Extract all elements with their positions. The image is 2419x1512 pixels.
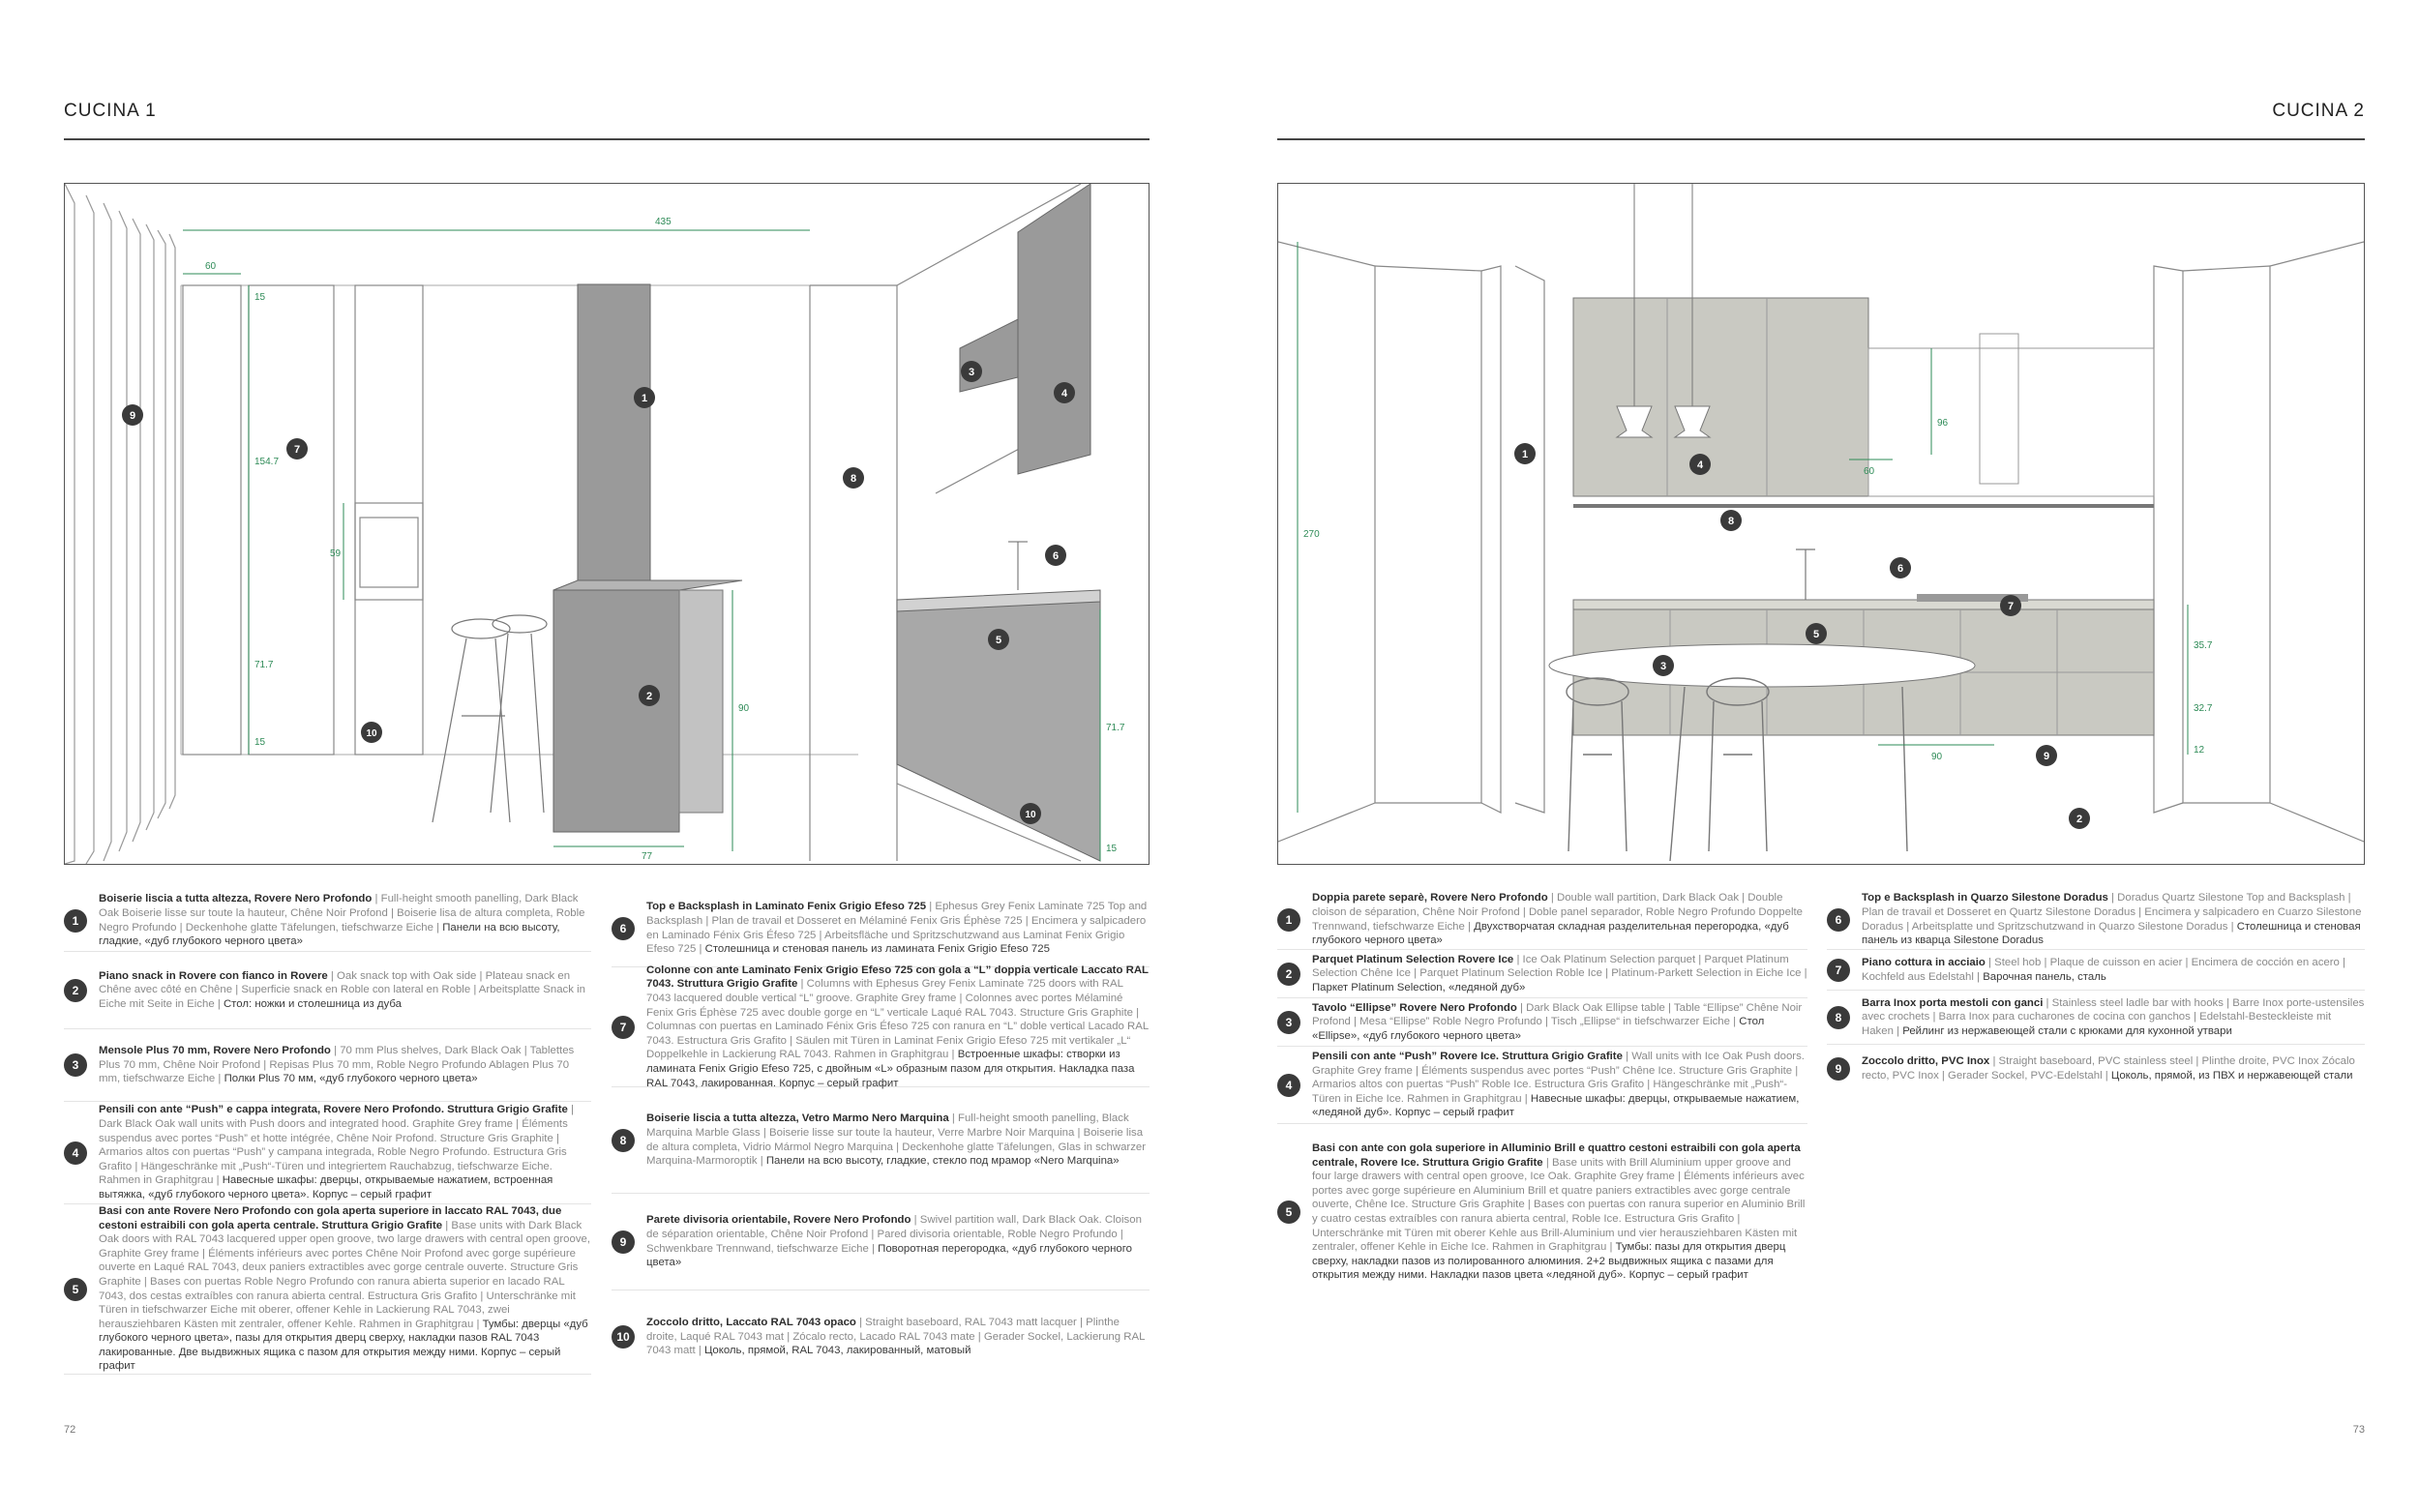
legend-desc: Full-height smooth panelling, Dark Black Oak Boiserie lisse sur toute la hauteur, Chêne Noir Profond | Boiserie lisa de altura completa, Roble Negro Profundo | Deckenhohe glatte Täfelungen, tiefschwarze Eiche | bbox=[99, 893, 585, 934]
page-number-left: 72 bbox=[64, 1424, 76, 1436]
svg-text:4: 4 bbox=[1696, 460, 1704, 471]
legend-left-col-a bbox=[64, 890, 591, 1375]
hood-column bbox=[1980, 334, 2018, 484]
legend-title: Doppia parete separè, Rovere Nero Profondo bbox=[1312, 892, 1548, 904]
legend-ru: Цоколь, прямой, RAL 7043, лакированный, матовый bbox=[703, 1345, 971, 1357]
svg-text:2: 2 bbox=[2076, 814, 2083, 825]
legend-desc: | Double wall partition, Dark Black Oak | Double cloison de séparation, Chêne Noir Profond | Doble panel separador, Roble Negro Profundo Doppelte Trennwand, tiefschwarze Eiche | bbox=[1312, 892, 1803, 933]
svg-text:6: 6 bbox=[1896, 563, 1904, 575]
island-top bbox=[553, 580, 742, 590]
legend-desc: | Base units with Brill Aluminium upper groove and four large drawers with central open groove, Ice Oak. Graphite Grey frame | Éléments inférieurs avec portes avec gorge supérieure en Aluminium Brill et quatre paniers extractibles avec gorge centrale ouverte, Chêne Ice. Structure Gris Graphite | Bases con puertas con ranura superior en Aluminio Brill y cuatro cestas extraíbles con ranura abierta central, Roble Ice. Estructura Gris Grafito | Unterschränke mit Türen mit oberer Kehle aus Brill-Aluminium und vier herausziehbaren Kästen mit zentraler, offener Kehle in Eiche Ice. Rahmen in Graphitgrau | bbox=[1312, 1156, 1806, 1254]
kitchen-1-elevation bbox=[65, 184, 1149, 864]
legend-badge: 4 bbox=[64, 1141, 87, 1165]
legend-ru: Столешница и стеновая панель из ламината Fenix Grigio Efeso 725 bbox=[704, 943, 1050, 956]
callout-6 bbox=[1045, 545, 1066, 566]
page-title-right: CUCINA 2 bbox=[2272, 101, 2365, 121]
legend-desc: | Wall units with Ice Oak Push doors. Graphite Grey frame | Éléments suspendus avec portes “Push” Chêne Ice. Structure Gris Graphite | Armarios altos con puertas “Push” Roble Ice. Estructura Gris Grafito | Hängeschränke mit „Push“-Türen in Eiche Ice. Rahmen in Graphitgrau | bbox=[1312, 1051, 1805, 1105]
legend-desc: | Steel hob | Plaque de cuisson en acier | Encimera de cocción en acero | Kochfeld aus Edelstahl | bbox=[1862, 956, 2346, 983]
legend-right-col-b bbox=[1827, 890, 2365, 1093]
legend-item-r5 bbox=[1277, 1124, 1807, 1300]
legend-title: Parquet Platinum Selection Rovere Ice bbox=[1312, 953, 1514, 965]
callout-3 bbox=[961, 361, 982, 382]
legend-title: Barra Inox porta mestoli con ganci bbox=[1862, 996, 2044, 1009]
legend-ru: Стол: ножки и столешница из дуба bbox=[223, 997, 402, 1010]
callout-r9 bbox=[2036, 745, 2057, 766]
dim-71-7: 71.7 bbox=[254, 660, 274, 670]
legend-badge: 5 bbox=[1277, 1201, 1300, 1224]
legend-desc: | Ice Oak Platinum Selection parquet | Parquet Platinum Selection Chêne Ice | Parquet Platinum Selection Roble Ice | Platinum-Parkett Selection in Eiche Ice | bbox=[1312, 953, 1807, 980]
legend-item-r8 bbox=[1827, 991, 2365, 1045]
legend-ru: Встроенные шкафы: створки из ламината Fenix Grigio Efeso 725, с двойным «L» образным пазом для открытия. Накладка паза RAL 7043, лакированная. Корпус – серый графит bbox=[646, 1049, 1135, 1089]
legend-item-l8 bbox=[612, 1087, 1150, 1194]
legend-badge: 8 bbox=[612, 1129, 635, 1152]
svg-text:10: 10 bbox=[1025, 810, 1036, 820]
legend-title: Boiserie liscia a tutta altezza, Rovere Nero Profondo bbox=[99, 893, 373, 905]
legend-item-r9 bbox=[1827, 1045, 2365, 1093]
legend-item-r7 bbox=[1827, 950, 2365, 991]
legend-badge: 10 bbox=[612, 1325, 635, 1349]
legend-item-l1: 1 Boiserie liscia a tutta altezza, Rovere Nero Profondo | Full-height smooth panelling, Dark Black Oak Boiserie lisse sur toute la hauteur, Chêne Noir Profond | Boiserie lisa de altura completa, Roble Negro Profundo | Deckenhohe glatte Täfelungen, tiefschwarze Eiche | Панели на всю высоту, гладкие, «дуб глубокого черного цвета» bbox=[64, 890, 591, 952]
legend-badge: 9 bbox=[1827, 1057, 1850, 1081]
callout-2 bbox=[639, 685, 660, 706]
callout-r7 bbox=[2000, 595, 2021, 616]
legend-badge: 7 bbox=[1827, 959, 1850, 982]
svg-text:9: 9 bbox=[2043, 751, 2050, 762]
legend-desc: | Straight baseboard, RAL 7043 matt lacquer | Plinthe droite, Laqué RAL 7043 mat | Zócalo recto, Lacado RAL 7043 mate | Gerader Sockel, Lackierung RAL 7043 matt | bbox=[646, 1317, 1145, 1357]
dim-270: 270 bbox=[1303, 529, 1320, 540]
legend-item-r3 bbox=[1277, 998, 1807, 1047]
legend-ru: Рейлинг из нержавеющей стали с крюками для кухонной утвари bbox=[1902, 1024, 2232, 1037]
legend-badge: 6 bbox=[612, 917, 635, 940]
back-wall bbox=[181, 285, 858, 755]
callout-r8 bbox=[1720, 510, 1742, 531]
legend-ru: Тумбы: пазы для открытия дверц сверху, накладки пазов из полированного алюминия. 2+2 выдвижных ящика с пазами для открытия между ними. Накладки пазов цвета «ледяной дуб». Корпус – серый графит bbox=[1312, 1241, 1786, 1282]
legend-ru: Стол «Ellipse», «дуб глубокого черного цвета» bbox=[1312, 1016, 1765, 1042]
legend-title: Parete divisoria orientabile, Rovere Nero Profondo bbox=[646, 1214, 911, 1227]
legend-title: Pensili con ante “Push” Rovere Ice. Struttura Grigio Grafite bbox=[1312, 1051, 1623, 1063]
svg-text:4: 4 bbox=[1060, 388, 1068, 400]
legend-title: Mensole Plus 70 mm, Rovere Nero Profondo bbox=[99, 1045, 331, 1057]
dim-435: 435 bbox=[655, 217, 672, 227]
legend-ru: Навесные шкафы: дверцы, открываемые нажатием, встроенная вытяжка, «дуб глубокого черного цвета». Корпус – серый графит bbox=[99, 1174, 553, 1201]
legend-item-l5 bbox=[64, 1204, 591, 1375]
svg-text:1: 1 bbox=[1521, 449, 1529, 460]
slat-wall bbox=[65, 184, 175, 864]
legend-ru: Цоколь, прямой, из ПВХ и нержавеющей стали bbox=[2110, 1070, 2353, 1082]
legend-desc: 70 mm Plus shelves, Dark Black Oak | Tablettes Plus 70 mm, Chêne Noir Profond | Repisas Plus 70 mm, Roble Negro Profundo Ablagen Plus 70 mm, tiefschwarze Eiche | bbox=[99, 1045, 575, 1085]
legend-left-col-b bbox=[612, 890, 1150, 1383]
svg-text:3: 3 bbox=[968, 367, 975, 378]
dim-35-7: 35.7 bbox=[2194, 640, 2213, 651]
legend-desc: Oak snack top with Oak side | Plateau snack en Chêne avec côté en Chêne | Superficie snack en Roble con lateral en Roble | Arbeitsplatte Snack in Eiche mit Seite in Eiche | bbox=[99, 969, 585, 1010]
legend-item-l2: 2 Piano snack in Rovere con fianco in Rovere | Oak snack top with Oak side | Plateau snack en Chêne avec côté en Chêne | Superficie snack en Roble con lateral en Roble | Arbeitsplatte Snack in Eiche mit Seite in Eiche | Стол: ножки и столешница из дуба bbox=[64, 952, 591, 1029]
callout-10 bbox=[361, 722, 382, 743]
legend-item-l7 bbox=[612, 964, 1150, 1089]
wall-cabinets bbox=[1018, 184, 1090, 474]
callout-r6 bbox=[1890, 557, 1911, 578]
wall-units bbox=[1573, 298, 1868, 496]
svg-text:7: 7 bbox=[2007, 601, 2015, 612]
title-rule-left bbox=[64, 138, 1150, 140]
legend-item-l3: 3 Mensole Plus 70 mm, Rovere Nero Profondo | 70 mm Plus shelves, Dark Black Oak | Tablettes Plus 70 mm, Chêne Noir Profond | Repisas Plus 70 mm, Roble Negro Profundo Ablagen Plus 70 mm, tiefschwarze Eiche | Полки Plus 70 мм, «дуб глубокого черного цвета» bbox=[64, 1029, 591, 1102]
legend-desc: | Straight baseboard, PVC stainless steel | Plinthe droite, PVC Inox Zócalo recto, PVC Inox | Gerader Sockel, PVC-Edelstahl | bbox=[1862, 1055, 2355, 1082]
legend-badge: 5 bbox=[64, 1278, 87, 1301]
drawing-cucina-1 bbox=[64, 183, 1150, 865]
callout-4 bbox=[1054, 382, 1075, 403]
legend-badge: 4 bbox=[1277, 1074, 1300, 1097]
legend-desc: | Ephesus Grey Fenix Laminate 725 Top and Backsplash | Plan de travail et Dosseret en Mélaminé Fenix Gris Éphèse 725 | Encimera y salpicadero en Laminado Fénix Gris Éfeso 725 | Arbeitsfläche und Spritzschutzwand aus Laminat Fenix Grigio Efeso 725 | bbox=[646, 901, 1148, 956]
svg-text:3: 3 bbox=[1659, 661, 1667, 672]
svg-text:9: 9 bbox=[129, 410, 136, 422]
legend-item-r4 bbox=[1277, 1047, 1807, 1124]
legend-badge: 2 bbox=[1277, 963, 1300, 986]
page-title-left: CUCINA 1 bbox=[64, 101, 157, 121]
legend-ru: Столешница и стеновая панель из кварца Silestone Doradus bbox=[1862, 920, 2361, 947]
legend-title: Piano cottura in acciaio bbox=[1862, 956, 1986, 968]
callout-r4 bbox=[1689, 454, 1711, 475]
legend-title: Colonne con ante Laminato Fenix Grigio Efeso 725 con gola a “L” doppia verticale Laccato RAL 7043. Struttura Grigio Grafite bbox=[646, 964, 1149, 991]
legend-item-l10 bbox=[612, 1290, 1150, 1383]
legend-badge: 1 bbox=[64, 909, 87, 933]
legend-badge: 9 bbox=[612, 1230, 635, 1254]
legend-item-r1 bbox=[1277, 890, 1807, 950]
legend-right-col-a bbox=[1277, 890, 1807, 1300]
svg-text:10: 10 bbox=[366, 728, 377, 739]
dim-15-top: 15 bbox=[254, 292, 266, 303]
callout-8 bbox=[843, 467, 864, 489]
callout-9 bbox=[122, 404, 143, 426]
page-number-right: 73 bbox=[2352, 1424, 2365, 1436]
legend-desc: | Full-height smooth panelling, Black Marquina Marble Glass | Boiserie lisse sur toute la hauteur, Verre Marbre Noir Marquina | Boiserie lisa de altura completa, Vidrio Mármol Negro Marquina | Deckenhohe glatte Täfelungen, Glas in schwarzer Marquina-Marmoroptik | bbox=[646, 1112, 1147, 1168]
svg-text:8: 8 bbox=[850, 473, 857, 485]
worktop-right bbox=[1573, 600, 2154, 609]
drawing-cucina-2 bbox=[1277, 183, 2365, 865]
legend-item-l9 bbox=[612, 1194, 1150, 1290]
legend-desc: | Stainless steel ladle bar with hooks | Barre Inox porte-ustensiles avec crochets | Barra Inox para cucharones de cocina con ganchos | Edelstahl-Besteckleiste mit Haken | bbox=[1862, 996, 2365, 1037]
back-wall-box bbox=[1868, 348, 2154, 496]
legend-ru: Паркет Platinum Selection, «ледяной дуб» bbox=[1312, 981, 1526, 993]
legend-badge: 7 bbox=[612, 1016, 635, 1039]
legend-title: Basi con ante Rovere Nero Profondo con gola aperta superiore in laccato RAL 7043, due cestoni estraibili con gola aperta centrale. Struttura Grigio Grafite bbox=[99, 1204, 562, 1231]
dim-15-right: 15 bbox=[1106, 844, 1118, 854]
kitchen-2-elevation bbox=[1278, 184, 2364, 864]
legend-ru: Двухстворчатая складная разделительная перегородка, «дуб глубокого черного цвета» bbox=[1312, 920, 1789, 947]
title-rule-right bbox=[1277, 138, 2365, 140]
legend-badge: 8 bbox=[1827, 1006, 1850, 1029]
legend-badge: 6 bbox=[1827, 908, 1850, 932]
legend-item-r6 bbox=[1827, 890, 2365, 950]
legend-ru: Навесные шкафы: дверцы, открываемые нажатием, «ледяной дуб». Корпус – серый графит bbox=[1312, 1092, 1800, 1119]
legend-ru: Панели на всю высоту, гладкие, стекло под мрамор «Nero Marquina» bbox=[765, 1155, 1120, 1168]
svg-text:2: 2 bbox=[645, 691, 653, 702]
legend-item-r2 bbox=[1277, 950, 1807, 998]
tap bbox=[1008, 542, 1028, 590]
island-side bbox=[679, 590, 723, 813]
callout-1 bbox=[634, 387, 655, 408]
svg-text:7: 7 bbox=[293, 444, 301, 456]
legend-badge: 2 bbox=[64, 979, 87, 1002]
dim-60: 60 bbox=[205, 261, 217, 272]
legend-item-l6 bbox=[612, 890, 1150, 967]
legend-desc: | Doradus Quartz Silestone Top and Backsplash | Plan de travail et Dosseret en Quartz Silestone Doradus | Encimera y salpicadero en Cuarzo Silestone Doradus | Arbeitsplatte und Spritzschutzwand in Quarzo Silestone Doradus | bbox=[1862, 892, 2362, 933]
legend-ru: Варочная панель, сталь bbox=[1983, 970, 2106, 983]
legend-title: Top e Backsplash in Laminato Fenix Grigio Efeso 725 bbox=[646, 901, 927, 913]
callout-10b bbox=[1020, 803, 1041, 824]
svg-text:6: 6 bbox=[1052, 550, 1060, 562]
legend-ru: Полки Plus 70 мм, «дуб глубокого черного цвета» bbox=[224, 1073, 478, 1085]
legend-title: Zoccolo dritto, Laccato RAL 7043 opaco bbox=[646, 1317, 856, 1329]
dim-96: 96 bbox=[1937, 418, 1949, 429]
legend-desc: | Swivel partition wall, Dark Black Oak. Cloison de séparation orientable, Chêne Noir Profond | Pared divisoria orientable, Roble Negro Profundo | Schwenkbare Trennwand, tiefschwarze Eiche | bbox=[646, 1214, 1142, 1255]
legend-desc: | Base units with Dark Black Oak doors with RAL 7043 lacquered upper open groove, two large drawers with central open groove, Graphite Grey frame | Éléments inférieurs avec portes Chêne Noir Profond avec gorge supérieure ouverte en Laqué RAL 7043, deux paniers extractibles avec gorge centrale ouverte. Structure Gris Graphite | Bases con puertas Roble Negro Profundo con ranura abierta superior en lacado RAL 7043, dos cestas extraíbles con ranura abierta central. Estructura Gris Grafito | Unterschränke mit Türen in tiefschwarzer Eiche mit oberer, offener Kehle in Lackierung RAL 7043, zwei herausziehbaren Kästen mit zentraler, offener Kehle. Rahmen in Graphitgrau | bbox=[99, 1219, 591, 1330]
dim-154-7: 154.7 bbox=[254, 457, 280, 467]
legend-title: Basi con ante con gola superiore in Alluminio Brill e quattro cestoni estraibili con gola aperta centrale, Rovere Ice. Struttura Grigio Grafite bbox=[1312, 1142, 1801, 1169]
stools bbox=[433, 615, 547, 822]
svg-text:8: 8 bbox=[1727, 516, 1735, 527]
svg-text:1: 1 bbox=[641, 393, 648, 404]
callout-r1 bbox=[1514, 443, 1536, 464]
callout-r5 bbox=[1806, 623, 1827, 644]
callout-r2 bbox=[2069, 808, 2090, 829]
legend-desc: | Dark Black Oak Ellipse table | Table “Ellipse” Chêne Noir Profond | Mesa “Ellipse” Roble Negro Profundo | Tisch „Ellipse“ in tiefschwarzer Eiche | bbox=[1312, 1001, 1803, 1028]
dim-32-7: 32.7 bbox=[2194, 703, 2213, 714]
tap-right bbox=[1796, 549, 1815, 600]
svg-text:5: 5 bbox=[995, 635, 1002, 646]
snack-island bbox=[553, 590, 679, 832]
dim-90-right: 90 bbox=[1931, 752, 1943, 762]
dim-12: 12 bbox=[2194, 745, 2205, 756]
legend-title: Zoccolo dritto, PVC Inox bbox=[1862, 1055, 1990, 1068]
dim-71-7-right: 71.7 bbox=[1106, 723, 1125, 733]
dim-15-bottom: 15 bbox=[254, 737, 266, 748]
callout-r3 bbox=[1653, 655, 1674, 676]
legend-desc: | Dark Black Oak wall units with Push doors and integrated hood. Graphite Grey frame | Éléments suspendus avec portes “Push” et hotte intégrée, Chêne Noir Profond. Structure Gris Graphite | Armarios altos con puertas “Push” y campana integrada, Roble Negro Profundo. Estructura Gris Grafito | Hängeschränke mit „Push“-Türen und integriertem Rauchabzug, tiefschwarze Eiche. Rahmen in Graphitgrau | bbox=[99, 1104, 574, 1187]
legend-badge: 3 bbox=[64, 1053, 87, 1077]
svg-text:5: 5 bbox=[1812, 629, 1820, 640]
legend-title: Piano snack in Rovere con fianco in Rovere bbox=[99, 969, 328, 982]
callout-5 bbox=[988, 629, 1009, 650]
legend-title: Boiserie liscia a tutta altezza, Vetro Marmo Nero Marquina bbox=[646, 1112, 949, 1125]
callout-7 bbox=[286, 438, 308, 460]
dim-59: 59 bbox=[330, 548, 342, 559]
dim-90: 90 bbox=[738, 703, 750, 714]
dim-60-right: 60 bbox=[1864, 466, 1875, 477]
legend-item-l4 bbox=[64, 1102, 591, 1204]
legend-ru: Панели на всю высоту, гладкие, «дуб глубокого черного цвета» bbox=[99, 921, 560, 948]
legend-badge: 1 bbox=[1277, 908, 1300, 932]
legend-desc: | Columns with Ephesus Grey Fenix Laminate 725 doors with RAL 7043 lacquered double vertical “L” groove. Graphite Grey frame | Colonnes avec portes Mélaminé Fenix Gris Éphèse 725 avec double gorge en “L” verticale Laqué RAL 7043. Structure Gris Graphite | Columnas con puertas en Laminado Fénix Gris Éfeso 725 con ranura en “L” doble vertical Lacado RAL 7043. Estructura Gris Grafito | Säulen mit Türen in Laminat Fenix Grigio Efeso 725 mit vertikaler „L“ Doppelkehle in Lackierung RAL 7043. Rahmen in Graphitgrau | bbox=[646, 978, 1149, 1061]
dim-77: 77 bbox=[642, 851, 653, 862]
legend-badge: 3 bbox=[1277, 1011, 1300, 1034]
legend-title: Top e Backsplash in Quarzo Silestone Doradus bbox=[1862, 892, 2108, 904]
legend-title: Tavolo “Ellipse” Rovere Nero Profondo bbox=[1312, 1001, 1517, 1014]
legend-ru: Поворотная перегородка, «дуб глубокого черного цвета» bbox=[646, 1242, 1132, 1269]
tall-columns bbox=[183, 285, 423, 755]
legend-title: Pensili con ante “Push” e cappa integrata, Rovere Nero Profondo. Struttura Grigio Grafite bbox=[99, 1104, 568, 1116]
legend-ru: Тумбы: дверцы «дуб глубокого черного цвета», пазы для открытия дверц сверху, накладки пазов RAL 7043 лакированные. Две выдвижных ящика с пазом для открытия между ними. Корпус – серый графит bbox=[99, 1318, 588, 1373]
